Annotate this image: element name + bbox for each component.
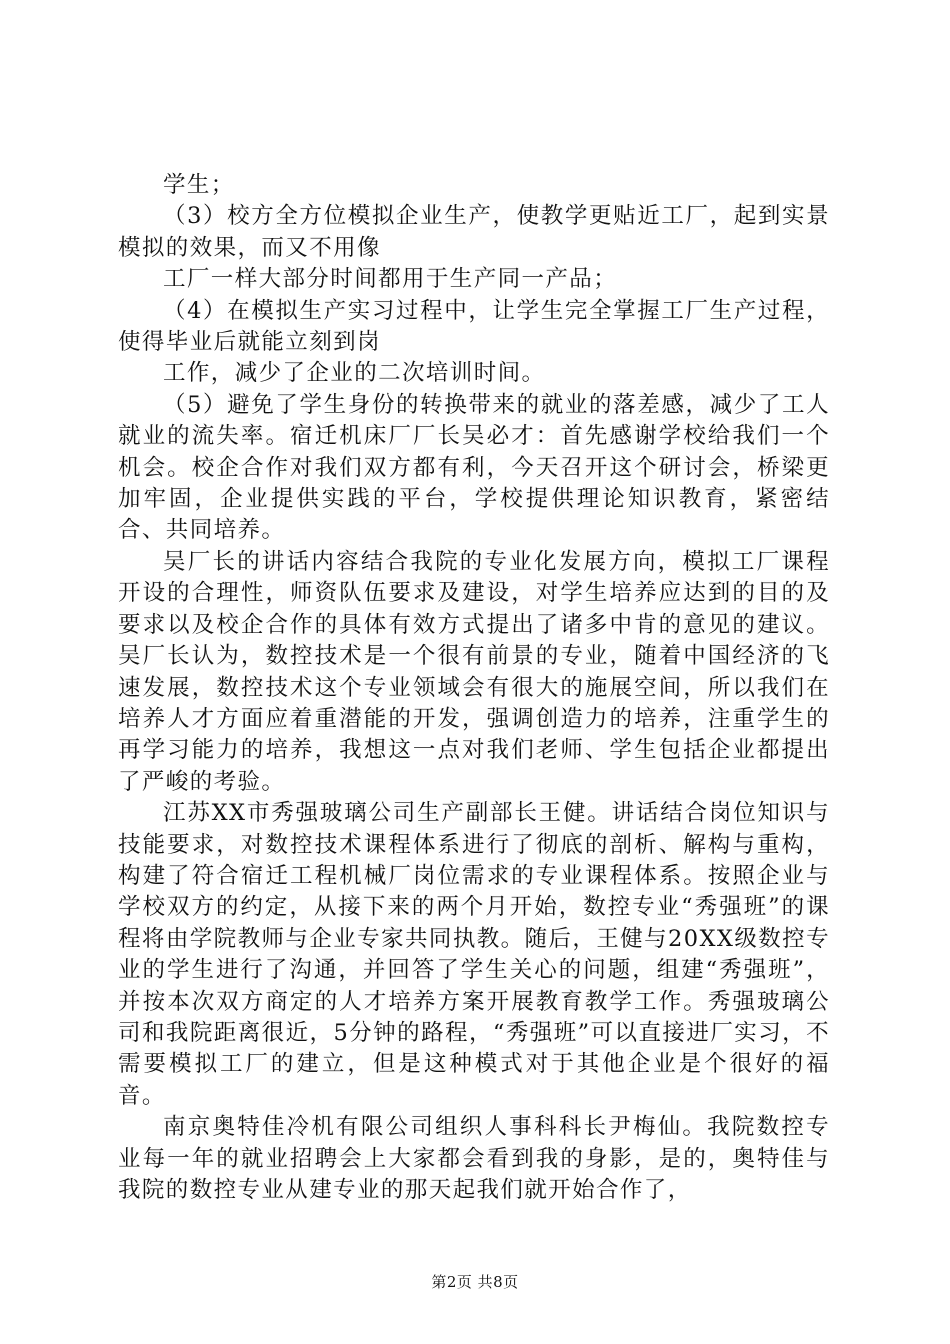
page-indicator: 第2页 共8页 bbox=[431, 1273, 519, 1291]
document-body bbox=[118, 170, 830, 1206]
paragraph: 南京奥特佳冷机有限公司组织人事科科长尹梅仙。我院数控专业每一年的就业招聘会上大家都会看到我的身影，是的，奥特佳与我院的数控专业从建专业的那天起我们就开始合作了， bbox=[118, 1114, 830, 1203]
paragraph: 学生； bbox=[163, 172, 235, 198]
paragraph: （3）校方全方位模拟企业生产，使教学更贴近工厂，起到实景模拟的效果，而又不用像 bbox=[118, 203, 830, 261]
page-footer bbox=[0, 1272, 950, 1292]
paragraph: 吴厂长的讲话内容结合我院的专业化发展方向，模拟工厂课程开设的合理性，师资队伍要求及建设，对学生培养应达到的目的及要求以及校企合作的具体有效方式提出了诸多中肯的意见的建议。吴厂长认为，数控技术是一个很有前景的专业，随着中国经济的飞速发展，数控技术这个专业领域会有很大的施展空间，所以我们在培养人才方面应着重潜能的开发，强调创造力的培养，注重学生的再学习能力的培养，我想这一点对我们老师、学生包括企业都提出了严峻的考验。 bbox=[118, 548, 830, 795]
paragraph: 工厂一样大部分时间都用于生产同一产品； bbox=[163, 266, 618, 293]
paragraph: （5）避免了学生身份的转换带来的就业的落差感，减少了工人就业的流失率。宿迁机床厂厂长吴必才：首先感谢学校给我们一个机会。校企合作对我们双方都有利，今天召开这个研讨会，桥梁更加牢固，企业提供实践的平台，学校提供理论知识教育，紧密结合、共同培养。 bbox=[118, 391, 830, 544]
paragraph: 江苏XX市秀强玻璃公司生产副部长王健。讲话结合岗位知识与技能要求，对数控技术课程体系进行了彻底的剖析、解构与重构，构建了符合宿迁工程机械厂岗位需求的专业课程体系。按照企业与学校双方的约定，从接下来的两个月开始，数控专业“秀强班”的课程将由学院教师与企业专家共同执教。随后，王健与20XX级数控专业的学生进行了沟通，并回答了学生关心的问题，组建“秀强班”，并按本次双方商定的人才培养方案开展教育教学工作。秀强玻璃公司和我院距离很近，5分钟的路程，“秀强班”可以直接进厂实习，不需要模拟工厂的建立，但是这种模式对于其他企业是个很好的福音。 bbox=[118, 800, 830, 1109]
paragraph: 工作，减少了企业的二次培训时间。 bbox=[163, 360, 546, 387]
paragraph: （4）在模拟生产实习过程中，让学生完全掌握工厂生产过程，使得毕业后就能立刻到岗 bbox=[118, 297, 830, 356]
